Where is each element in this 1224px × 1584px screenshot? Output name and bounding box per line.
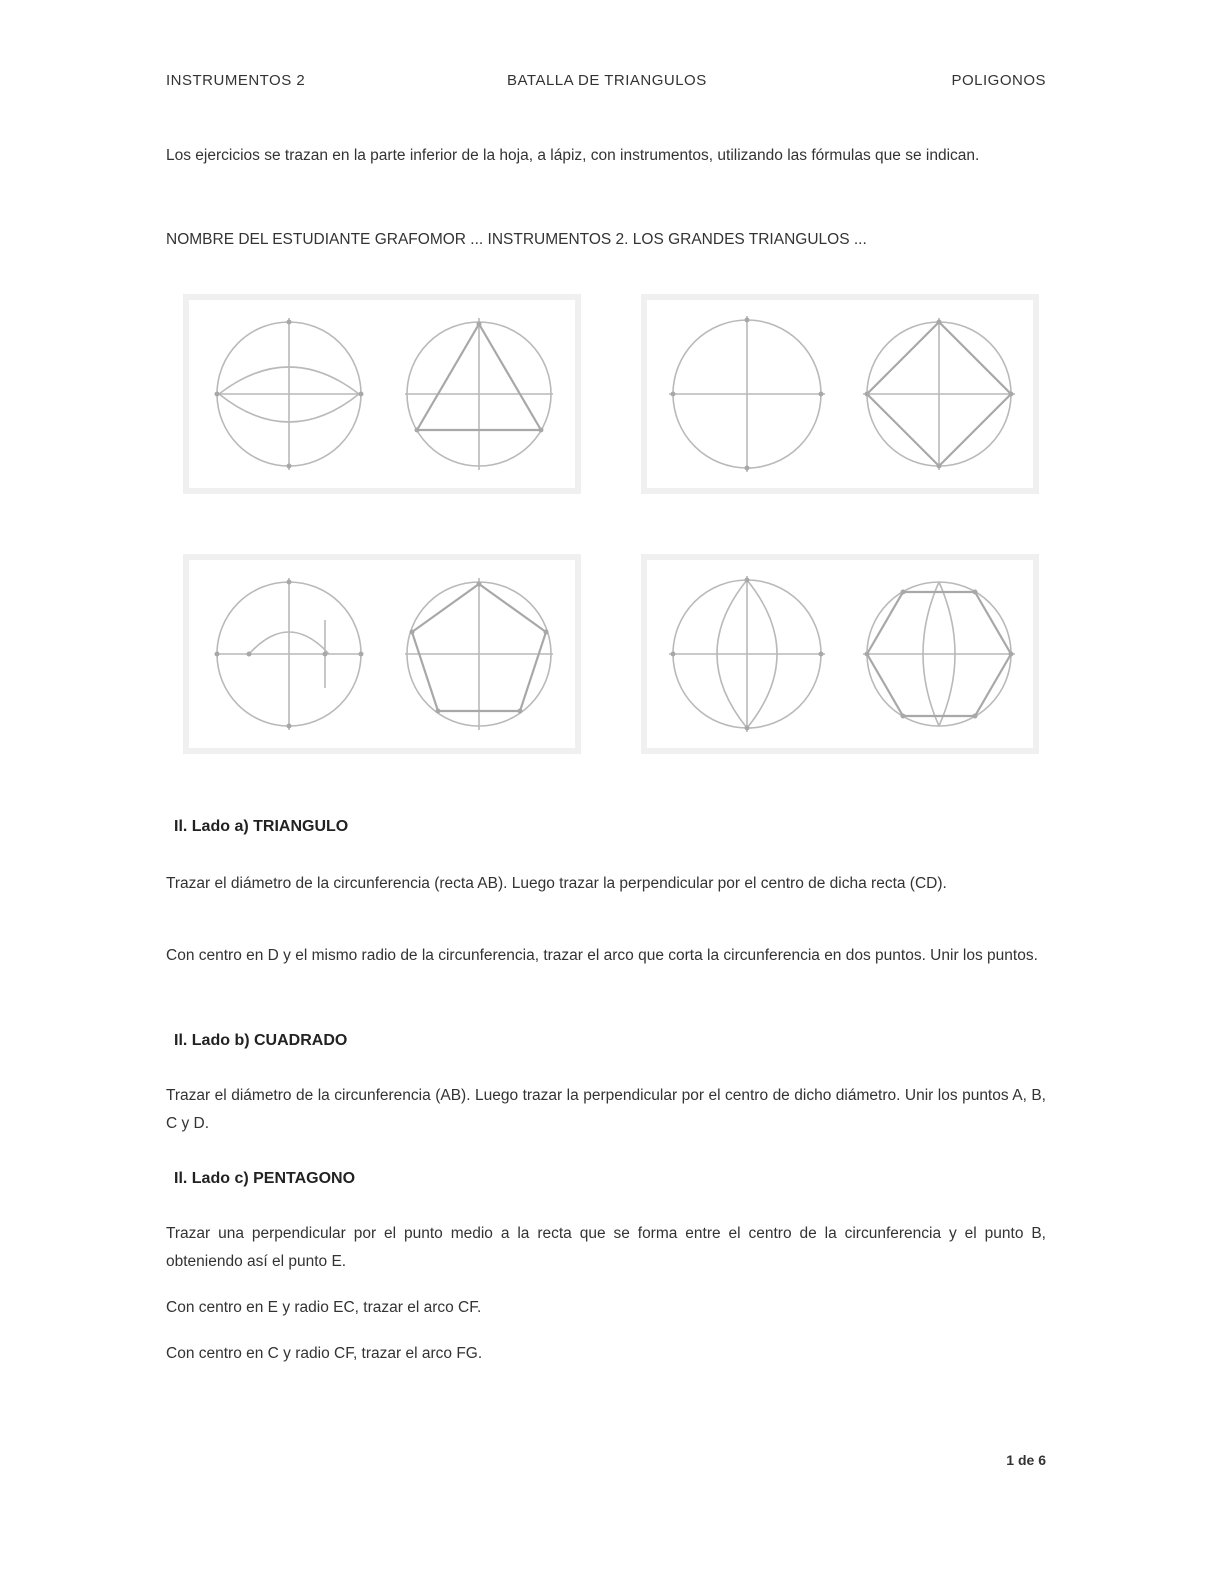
triangle-construction-diagram xyxy=(189,300,575,488)
pentagon-step-2: Con centro en E y radio EC, trazar el arco CF. xyxy=(166,1299,482,1316)
section-title-triangle: Il. Lado a) TRIANGULO xyxy=(174,818,349,835)
figure-panel-hexagon xyxy=(641,554,1039,754)
hexagon-construction-diagram xyxy=(647,560,1033,748)
triangle-step-1: Trazar el diámetro de la circunferencia (recta AB). Luego trazar la perpendicular por el centro de dicha recta (CD). xyxy=(166,875,947,892)
section-title-pentagon: Il. Lado c) PENTAGONO xyxy=(174,1170,356,1187)
page-number: 1 de 6 xyxy=(1006,1452,1046,1468)
square-construction-diagram xyxy=(647,300,1033,488)
pentagon-step-1: Trazar una perpendicular por el punto medio a la recta que se forma entre el centro de la circunferencia y el punto B, obteniendo así el punto E. xyxy=(166,1225,1046,1270)
triangle-step-2: Con centro en D y el mismo radio de la circunferencia, trazar el arco que corta la circunferencia en dos puntos. Unir los puntos. xyxy=(166,947,1038,964)
square-step-1: Trazar el diámetro de la circunferencia (AB). Luego trazar la perpendicular por el centro de dicho diámetro. Unir los puntos A, B, C y D. xyxy=(166,1087,1046,1132)
section-title-square: Il. Lado b) CUADRADO xyxy=(174,1032,348,1049)
figure-panel-pentagon xyxy=(183,554,581,754)
header-left: INSTRUMENTOS 2 xyxy=(166,72,306,89)
intro-paragraph: Los ejercicios se trazan en la parte inferior de la hoja, a lápiz, con instrumentos, utilizando las fórmulas que se indican. xyxy=(166,147,980,164)
figure-panel-triangle xyxy=(183,294,581,494)
student-line: NOMBRE DEL ESTUDIANTE GRAFOMOR ... INSTRUMENTOS 2. LOS GRANDES TRIANGULOS ... xyxy=(166,231,867,248)
pentagon-construction-diagram xyxy=(189,560,575,748)
header-right: POLIGONOS xyxy=(951,72,1046,89)
figure-panel-square xyxy=(641,294,1039,494)
header-center: BATALLA DE TRIANGULOS xyxy=(507,72,707,89)
pentagon-step-3: Con centro en C y radio CF, trazar el arco FG. xyxy=(166,1345,483,1362)
